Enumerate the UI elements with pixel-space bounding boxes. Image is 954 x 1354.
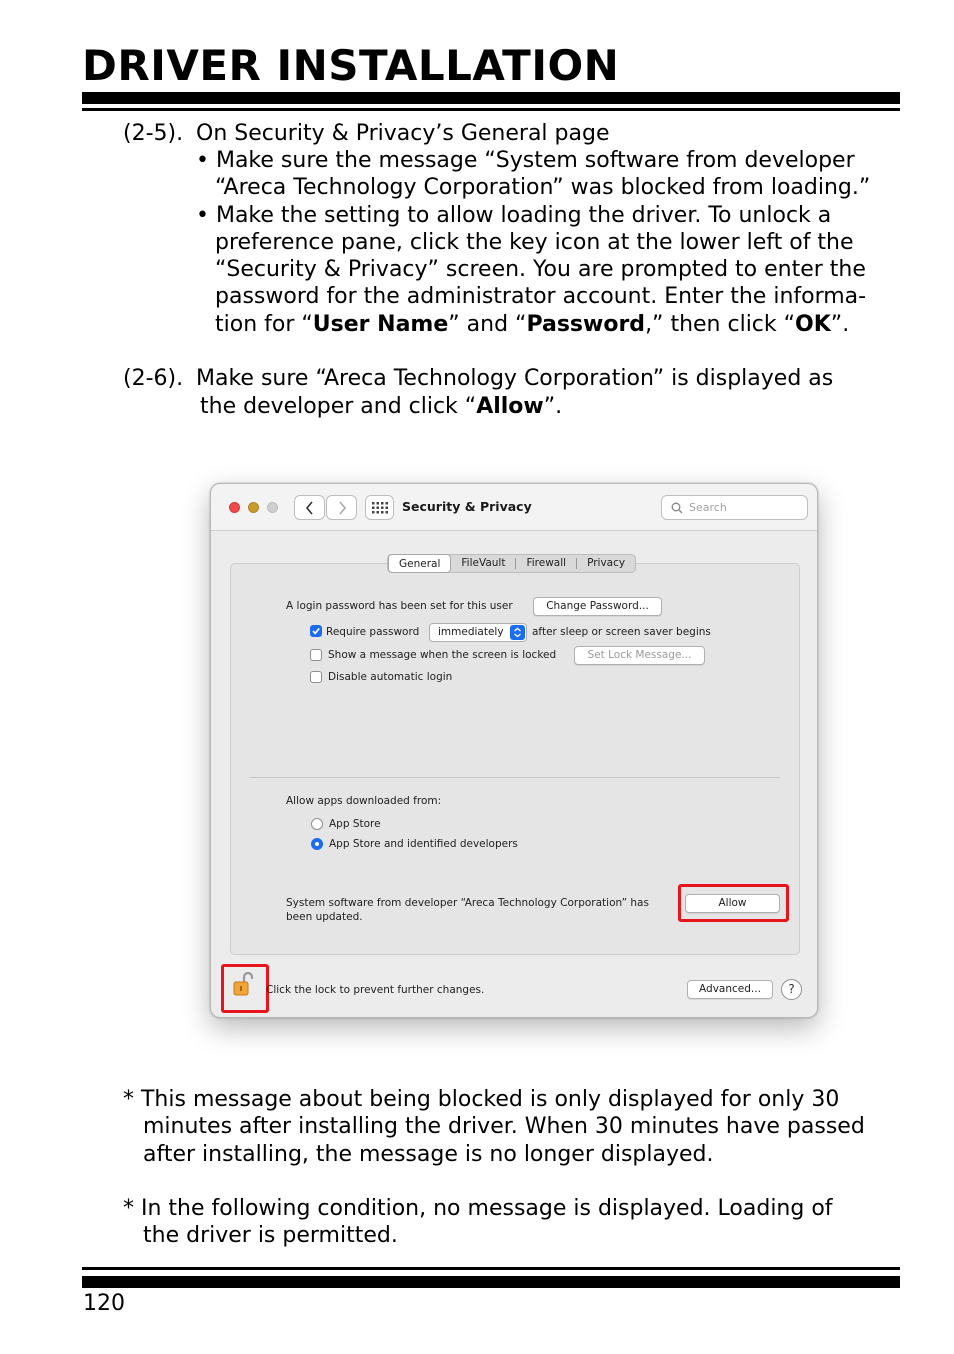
step-2-5-heading: On Security & Privacy’s General page bbox=[196, 121, 610, 146]
password-term: Password bbox=[526, 312, 646, 337]
grid-icon bbox=[372, 502, 388, 514]
show-message-label: Show a message when the screen is locked bbox=[328, 649, 557, 661]
require-password-value: immediately bbox=[438, 626, 504, 638]
note2-line1: * In the following condition, no message is displayed. Loading of bbox=[123, 1196, 833, 1221]
system-software-line2: been updated. bbox=[286, 911, 363, 923]
bullet1-line1: • Make sure the message “System software from developer bbox=[196, 148, 855, 173]
ok-term: OK bbox=[795, 312, 831, 337]
step-2-6-number: (2-6). bbox=[123, 366, 184, 391]
bullet2-line5-g: ”. bbox=[830, 312, 850, 337]
radio-identified-developers[interactable] bbox=[311, 838, 323, 850]
bullet2-line1: • Make the setting to allow loading the driver. To unlock a bbox=[196, 203, 832, 228]
header-rule-thin bbox=[82, 108, 900, 111]
select-stepper-icon bbox=[510, 625, 525, 640]
back-button[interactable] bbox=[294, 495, 325, 520]
after-sleep-text: after sleep or screen saver begins bbox=[532, 626, 711, 638]
bullet2-line5 bbox=[215, 311, 849, 338]
search-icon bbox=[671, 502, 683, 514]
tab-bar bbox=[387, 554, 636, 573]
chevron-right-icon bbox=[337, 501, 347, 515]
bullet2-line4: password for the administrator account. Enter the informa- bbox=[215, 284, 867, 309]
step-2-6-line2-a: the developer and click “ bbox=[200, 394, 477, 419]
lock-highlight-box bbox=[221, 964, 269, 1013]
step-2-6-line2-c: ”. bbox=[543, 394, 563, 419]
close-button[interactable] bbox=[229, 502, 240, 513]
disable-auto-login-checkbox[interactable] bbox=[310, 671, 322, 683]
window-titlebar bbox=[211, 484, 817, 531]
section-divider bbox=[250, 777, 780, 778]
bullet2-line5-a: tion for “ bbox=[215, 312, 313, 337]
note1-line2: minutes after installing the driver. When 30 minutes have passed bbox=[143, 1114, 865, 1139]
zoom-button[interactable] bbox=[267, 502, 278, 513]
radio-app-store[interactable] bbox=[311, 818, 323, 830]
header-rule-thick bbox=[82, 92, 900, 104]
user-name-term: User Name bbox=[312, 312, 449, 337]
login-password-text: A login password has been set for this user bbox=[286, 600, 513, 612]
advanced-button[interactable]: Advanced... bbox=[687, 980, 773, 999]
note2-line2: the driver is permitted. bbox=[143, 1223, 398, 1248]
window-title: Security & Privacy bbox=[402, 499, 532, 514]
tab-general[interactable]: General bbox=[388, 554, 451, 573]
radio-app-store-label: App Store bbox=[329, 818, 381, 830]
bullet2-line5-e: ,” then click “ bbox=[645, 312, 796, 337]
note1-line3: after installing, the message is no longer displayed. bbox=[143, 1142, 714, 1167]
show-message-checkbox[interactable] bbox=[310, 649, 322, 661]
bullet1-line2: “Areca Technology Corporation” was blocked from loading.” bbox=[215, 175, 871, 200]
minimize-button[interactable] bbox=[248, 502, 259, 513]
disable-auto-login-label: Disable automatic login bbox=[328, 671, 453, 683]
forward-button[interactable] bbox=[326, 495, 357, 520]
footer-rule-thick bbox=[82, 1276, 900, 1288]
bullet2-line2: preference pane, click the key icon at the lower left of the bbox=[215, 230, 854, 255]
help-button[interactable]: ? bbox=[781, 979, 802, 1000]
allow-highlight-box bbox=[678, 884, 789, 922]
chevron-left-icon bbox=[305, 501, 315, 515]
allow-term: Allow bbox=[476, 394, 544, 419]
step-2-6-line1: Make sure “Areca Technology Corporation” is displayed as bbox=[196, 366, 834, 391]
require-password-select[interactable] bbox=[429, 623, 527, 642]
note1-line1: * This message about being blocked is only displayed for only 30 bbox=[123, 1087, 840, 1112]
radio-identified-label: App Store and identified developers bbox=[329, 838, 518, 850]
bullet2-line3: “Security & Privacy” screen. You are prompted to enter the bbox=[215, 257, 866, 282]
tab-firewall[interactable]: Firewall bbox=[526, 557, 567, 569]
tab-filevault[interactable]: FileVault bbox=[461, 557, 506, 569]
set-lock-message-button[interactable]: Set Lock Message... bbox=[574, 646, 705, 665]
system-software-line1: System software from developer “Areca Technology Corporation” has bbox=[286, 897, 649, 909]
require-password-checkbox[interactable] bbox=[310, 625, 322, 637]
allow-apps-label: Allow apps downloaded from: bbox=[286, 795, 442, 807]
page-number: 120 bbox=[83, 1291, 125, 1316]
allow-button[interactable]: Allow bbox=[685, 894, 780, 913]
show-all-button[interactable] bbox=[365, 495, 394, 520]
page-title: DRIVER INSTALLATION bbox=[82, 41, 620, 90]
step-2-6-line2 bbox=[200, 393, 562, 420]
lock-text: Click the lock to prevent further changes. bbox=[266, 984, 485, 996]
step-2-5-number: (2-5). bbox=[123, 121, 184, 146]
tab-privacy[interactable]: Privacy bbox=[587, 557, 626, 569]
checkmark-icon bbox=[311, 626, 321, 636]
change-password-button[interactable]: Change Password... bbox=[533, 597, 662, 616]
require-password-label: Require password bbox=[326, 626, 420, 638]
search-placeholder: Search bbox=[689, 501, 727, 514]
footer-rule-thin bbox=[82, 1267, 900, 1270]
bullet2-line5-c: ” and “ bbox=[448, 312, 527, 337]
search-field[interactable] bbox=[661, 495, 808, 520]
security-privacy-window bbox=[210, 483, 818, 1018]
